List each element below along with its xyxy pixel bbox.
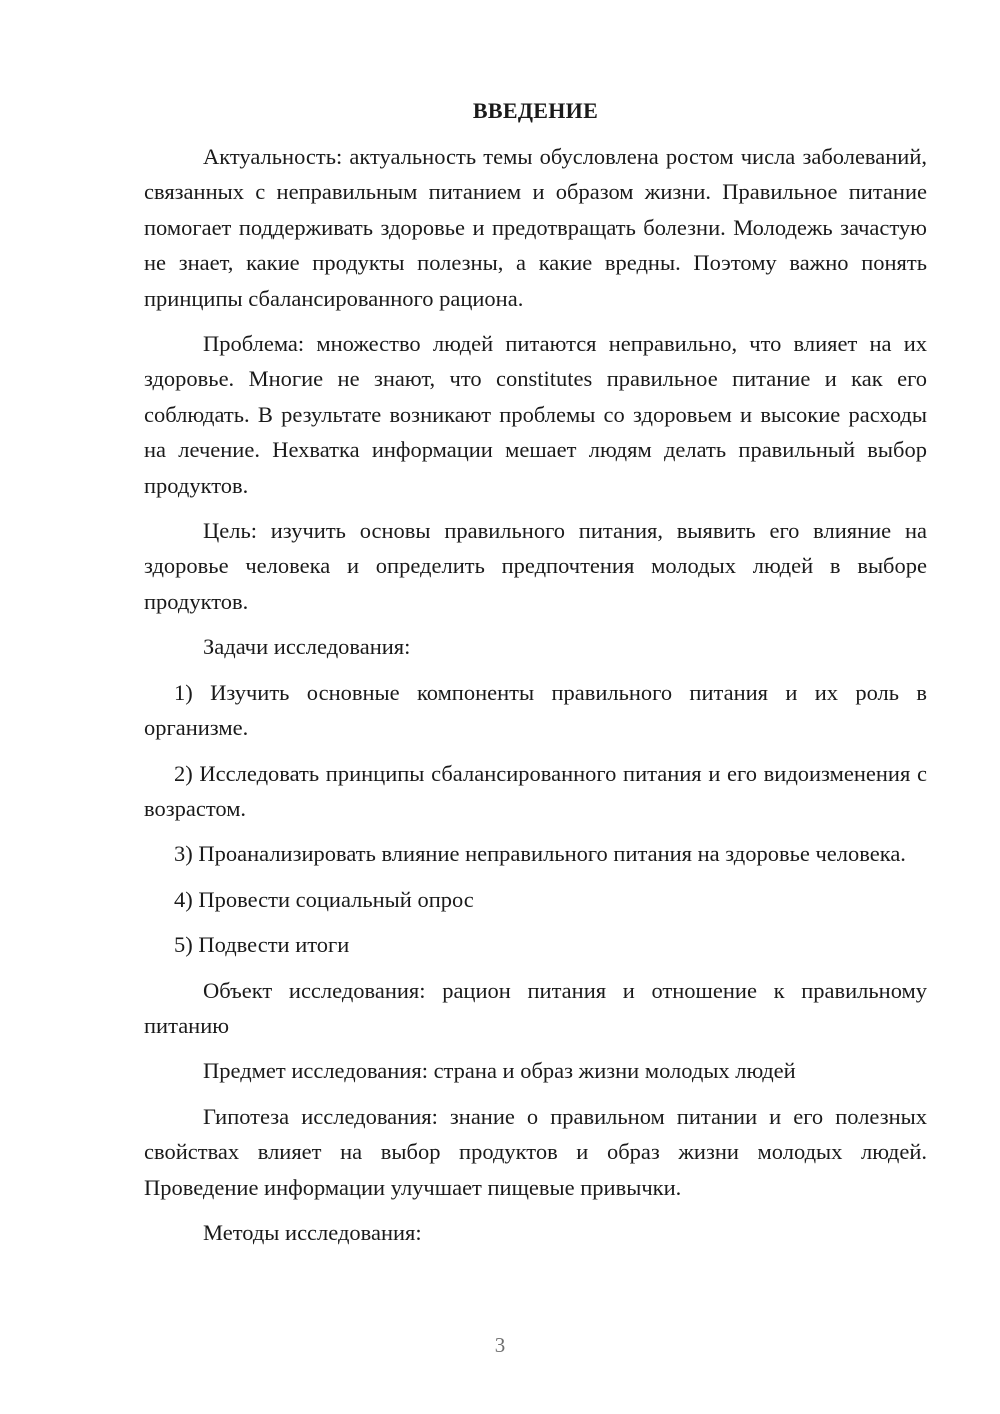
problem-paragraph: Проблема: множество людей питаются неправильно, что влияет на их здоровье. Многие не знают, что constitutes правильное питание и как его соблюдать. В результате возникают проблемы со здоровьем и высокие расходы на лечение. Нехватка информации мешает людям делать правильный выбор продуктов. [144,331,927,498]
tasks-heading: Задачи исследования: [203,634,411,660]
goal-paragraph: Цель: изучить основы правильного питания, выявить его влияние на здоровье человека и определить предпочтения молодых людей в выборе продуктов. [144,518,927,614]
relevance-paragraph: Актуальность: актуальность темы обусловлена ростом числа заболеваний, связанных с неправильным питанием и образом жизни. Правильное питание помогает поддерживать здоровье и предотвращать болезни. Молодежь зачастую не знает, какие продукты полезны, а какие вредны. Поэтому важно понять принципы сбалансированного рациона. [144,144,927,311]
subject-paragraph: Предмет исследования: страна и образ жизни молодых людей [203,1058,796,1084]
task-item-4: 4) Провести социальный опрос [174,886,474,912]
task-item-5: 5) Подвести итоги [174,932,350,958]
object-paragraph: Объект исследования: рацион питания и отношение к правильному питанию [144,977,927,1038]
document-page [144,96,927,1260]
task-item-3: 3) Проанализировать влияние неправильного питания на здоровье человека. [174,841,906,867]
task-item-1: 1) Изучить основные компоненты правильного питания и их роль в организме. [144,679,927,741]
section-heading: ВВЕДЕНИЕ [472,98,599,123]
task-item-2: 2) Исследовать принципы сбалансированного питания и его видоизменения с возрастом. [144,760,927,821]
methods-paragraph: Методы исследования: [203,1219,422,1245]
hypothesis-paragraph: Гипотеза исследования: знание о правильном питании и его полезных свойствах влияет на выбор продуктов и образ жизни молодых людей. Проведение информации улучшает пищевые привычки. [144,1103,927,1200]
page-number: 3 [494,1333,506,1357]
